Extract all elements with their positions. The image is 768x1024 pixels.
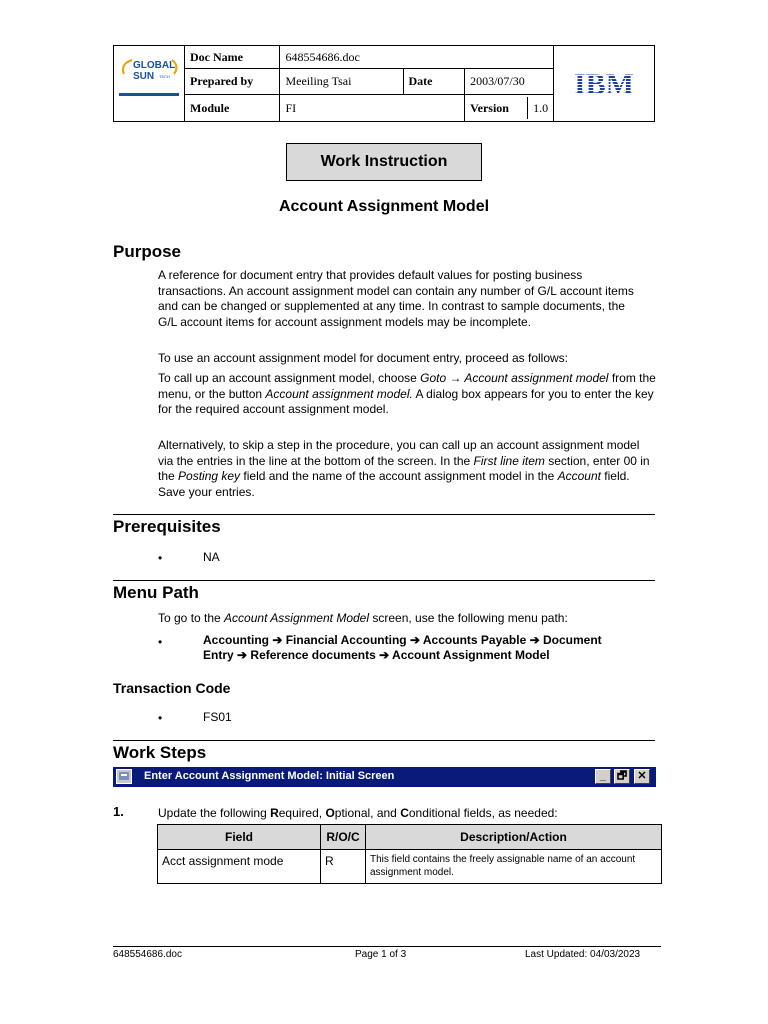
column-header-roc: R/O/C	[321, 825, 366, 850]
step-text-d: onditional fields, as needed:	[408, 806, 558, 820]
step-text-a: Update the following	[158, 806, 271, 820]
close-button[interactable]: ✕	[634, 769, 650, 784]
p4-c: section, enter 00 in the	[158, 453, 650, 483]
p4-g: field. Save your entries.	[158, 469, 630, 499]
prerequisites-item: NA	[203, 550, 220, 564]
p3-e: A dialog box appears for you to enter the key for the required account assignment model.	[158, 386, 654, 416]
global-sun-logo	[114, 46, 184, 121]
table-row	[158, 850, 662, 884]
footer-last-updated: Last Updated: 04/03/2023	[525, 949, 641, 960]
global-sun-logo-icon	[114, 46, 184, 121]
section-divider	[113, 514, 655, 515]
global-sun-logo-cell	[114, 46, 185, 122]
p4-b: First line item	[473, 453, 545, 468]
purpose-paragraph-3	[158, 371, 658, 418]
module-value: FI	[280, 95, 465, 122]
purpose-paragraph-2: To use an account assignment model for document entry, proceed as follows:	[158, 351, 568, 365]
column-header-field: Field	[158, 825, 321, 850]
bullet-icon: •	[158, 551, 163, 565]
minimize-button[interactable]: _	[595, 769, 611, 784]
work-steps-heading: Work Steps	[113, 743, 207, 762]
step-r: R	[270, 806, 279, 820]
section-divider	[113, 580, 655, 581]
menu-intro-c: screen, use the following menu path:	[369, 611, 568, 625]
sap-screen-title: Enter Account Assignment Model: Initial Screen	[144, 770, 395, 782]
table-header-row	[158, 825, 662, 850]
logo-line1: GLOBAL	[133, 60, 176, 71]
section-divider	[113, 740, 655, 741]
menu-intro-b: Account Assignment Model	[224, 611, 370, 625]
step-text-c: ptional, and	[334, 806, 401, 820]
p4-e: field and the name of the account assignment model in the	[240, 469, 558, 483]
menu-path-item	[203, 633, 602, 663]
description-cell: This field contains the freely assignable name of an account assignment model.	[366, 850, 662, 884]
bullet-icon: •	[158, 711, 163, 725]
date-label: Date	[403, 69, 465, 95]
prepared-by-label: Prepared by	[185, 69, 280, 95]
footer-page-number: Page 1 of 3	[355, 949, 407, 960]
menu-path-heading: Menu Path	[113, 583, 199, 602]
p4-d: Posting key	[178, 469, 241, 483]
bullet-icon: •	[158, 635, 163, 649]
logo-small: TECH	[159, 74, 170, 79]
module-label: Module	[185, 95, 280, 122]
p3-d: Account assignment model.	[265, 386, 413, 401]
date-value: 2003/07/30	[465, 69, 554, 95]
prerequisites-heading: Prerequisites	[113, 517, 221, 536]
ibm-logo	[574, 67, 635, 101]
ibm-logo-cell	[554, 46, 655, 122]
step-instruction	[158, 806, 558, 820]
version-cell	[465, 95, 554, 122]
logo-line2: SUN	[133, 71, 155, 82]
step-number: 1.	[113, 804, 124, 819]
ibm-logo-text: IBM	[574, 68, 635, 101]
field-cell: Acct assignment mode	[158, 850, 321, 884]
p4-a: Alternatively, to skip a step in the procedure, you can call up an account assignment model via the entries in the line at the bottom of the screen. In the	[158, 438, 640, 468]
transaction-code-heading: Transaction Code	[113, 680, 231, 696]
p3-b: Goto → Account assignment model	[420, 371, 609, 385]
step-c: C	[400, 806, 409, 820]
fields-table	[157, 824, 662, 884]
step-text-b: equired,	[278, 806, 326, 820]
p3-a: To call up an account assignment model, choose	[158, 371, 421, 385]
column-header-description: Description/Action	[366, 825, 662, 850]
purpose-paragraph-1: A reference for document entry that provides default values for posting business transactions. An account assignment model can contain any number of G/L account items and can be changed or supplemented at any time. In contrast to sample documents, the G/L account items for account assignment models may be incomplete.	[158, 268, 634, 329]
document-header-table	[113, 45, 655, 122]
p4-f: Account	[557, 469, 601, 483]
transaction-code-value: FS01	[203, 710, 232, 724]
sap-window-icon	[116, 769, 132, 784]
step-o: O	[325, 806, 335, 820]
roc-cell: R	[321, 850, 366, 884]
purpose-paragraph-4	[158, 438, 658, 500]
document-title: Account Assignment Model	[278, 198, 490, 215]
purpose-heading: Purpose	[113, 242, 182, 261]
menu-path-line2: Entry ➔ Reference documents ➔ Account Assignment Model	[203, 648, 550, 662]
doc-name-label: Doc Name	[185, 46, 280, 69]
doc-name-value: 648554686.doc	[280, 46, 554, 69]
version-label: Version	[465, 97, 528, 119]
prepared-by-value: Meeiling Tsai	[280, 69, 403, 95]
sap-screen-titlebar	[113, 767, 656, 787]
p3-c: from the menu, or the button	[158, 371, 656, 401]
menu-path-intro	[158, 611, 658, 627]
menu-intro-a: To go to the	[158, 611, 225, 625]
footer-divider	[113, 946, 661, 947]
work-instruction-banner: Work Instruction	[286, 143, 482, 181]
footer-filename: 648554686.doc	[113, 949, 182, 960]
restore-button[interactable]: 🗗	[614, 769, 630, 784]
version-value: 1.0	[533, 101, 549, 116]
menu-path-line1: Accounting ➔ Financial Accounting ➔ Accounts Payable ➔ Document	[203, 633, 602, 647]
